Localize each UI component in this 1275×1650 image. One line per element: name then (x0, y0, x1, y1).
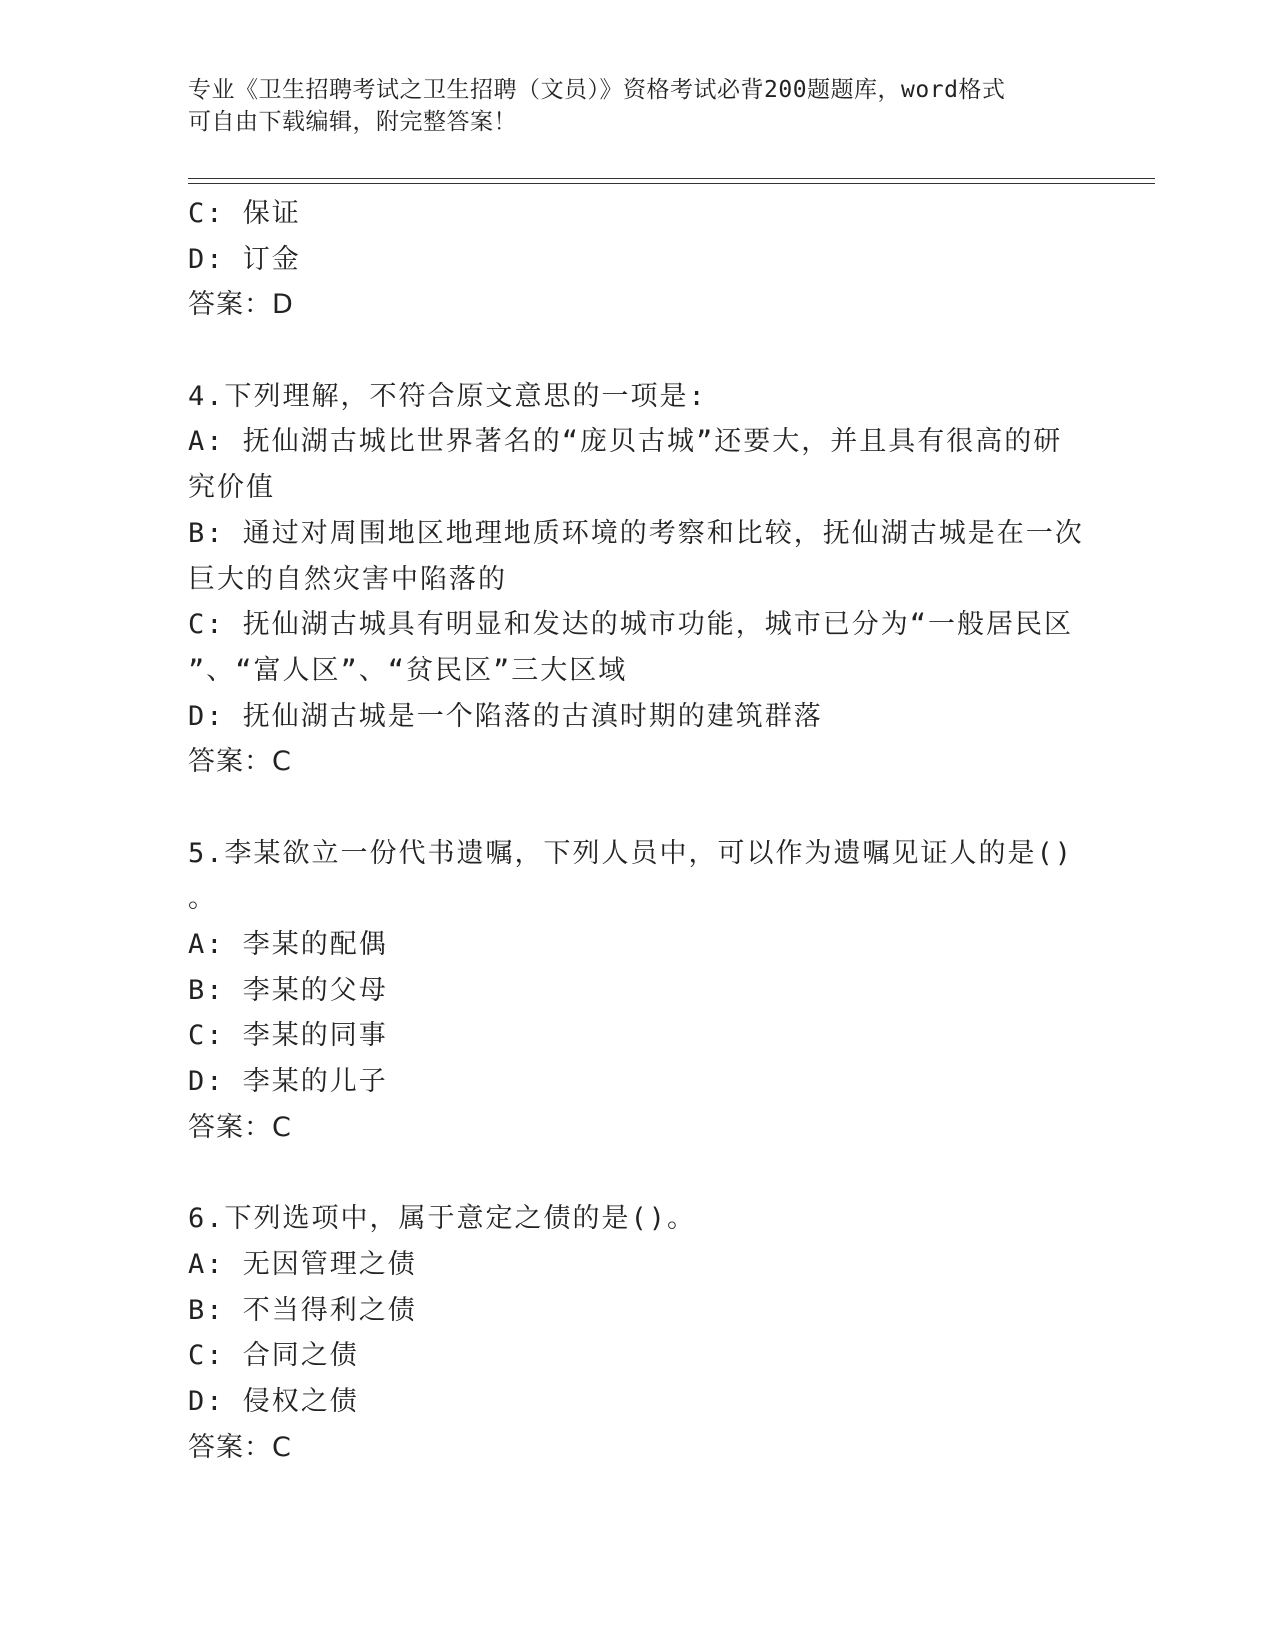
q3-answer: 答案：D (188, 289, 294, 321)
spacer (188, 1150, 1088, 1196)
q4-option-b-line-1: B: 通过对周围地区地理地质环境的考察和比较，抚仙湖古城是在一次 (188, 517, 1084, 549)
question-content (188, 191, 1088, 1470)
q5-option-a: A: 李某的配偶 (188, 929, 388, 960)
q6-option-c: C: 合同之债 (188, 1340, 359, 1372)
q6-option-d: D: 侵权之债 (188, 1385, 359, 1417)
header-title-line-1: 专业《卫生招聘考试之卫生招聘（文员）》资格考试必背200题题库，word格式 (188, 77, 1006, 103)
q4-option-d: D: 抚仙湖古城是一个陷落的古滇时期的建筑群落 (188, 700, 823, 732)
q6-option-b: B: 不当得利之债 (188, 1294, 417, 1326)
q5-stem-line-1: 5.李某欲立一份代书遗嘱，下列人员中，可以作为遗嘱见证人的是() (188, 837, 1074, 869)
q4-option-b-line-2: 巨大的自然灾害中陷落的 (188, 563, 507, 595)
q4-answer: 答案：C (188, 746, 292, 778)
q5-option-b: B: 李某的父母 (188, 974, 388, 1006)
q6-stem: 6.下列选项中，属于意定之债的是()。 (188, 1203, 697, 1235)
q5-stem-line-2: 。 (188, 883, 217, 915)
spacer (188, 328, 1088, 374)
q5-answer: 答案：C (188, 1111, 292, 1143)
spacer (188, 785, 1088, 831)
q4-option-a-line-1: A: 抚仙湖古城比世界著名的“庞贝古城”还要大，并且具有很高的研 (188, 426, 1063, 458)
header-divider-top (188, 178, 1155, 179)
q6-answer: 答案：C (188, 1431, 292, 1463)
q4-option-a-line-2: 究价值 (188, 472, 275, 504)
q4-option-c-line-2: ”、“富人区”、“贫民区”三大区域 (188, 654, 628, 686)
question-3-tail (188, 191, 1088, 328)
q4-option-c-line-1: C: 抚仙湖古城具有明显和发达的城市功能，城市已分为“一般居民区 (188, 609, 1074, 641)
header-divider-bottom (188, 183, 1155, 184)
q5-option-c: C: 李某的同事 (188, 1020, 388, 1052)
q3-option-d: D: 订金 (188, 243, 301, 275)
question-5 (188, 831, 1088, 1151)
q5-option-d: D: 李某的儿子 (188, 1066, 388, 1098)
header-title-line-2: 可自由下载编辑，附完整答案！ (188, 109, 517, 135)
q3-option-c: C: 保证 (188, 198, 301, 229)
question-6 (188, 1196, 1088, 1470)
q6-option-a: A: 无因管理之债 (188, 1248, 417, 1280)
q4-stem: 4.下列理解，不符合原文意思的一项是: (188, 380, 707, 412)
question-4 (188, 374, 1088, 785)
document-header (188, 74, 1088, 138)
